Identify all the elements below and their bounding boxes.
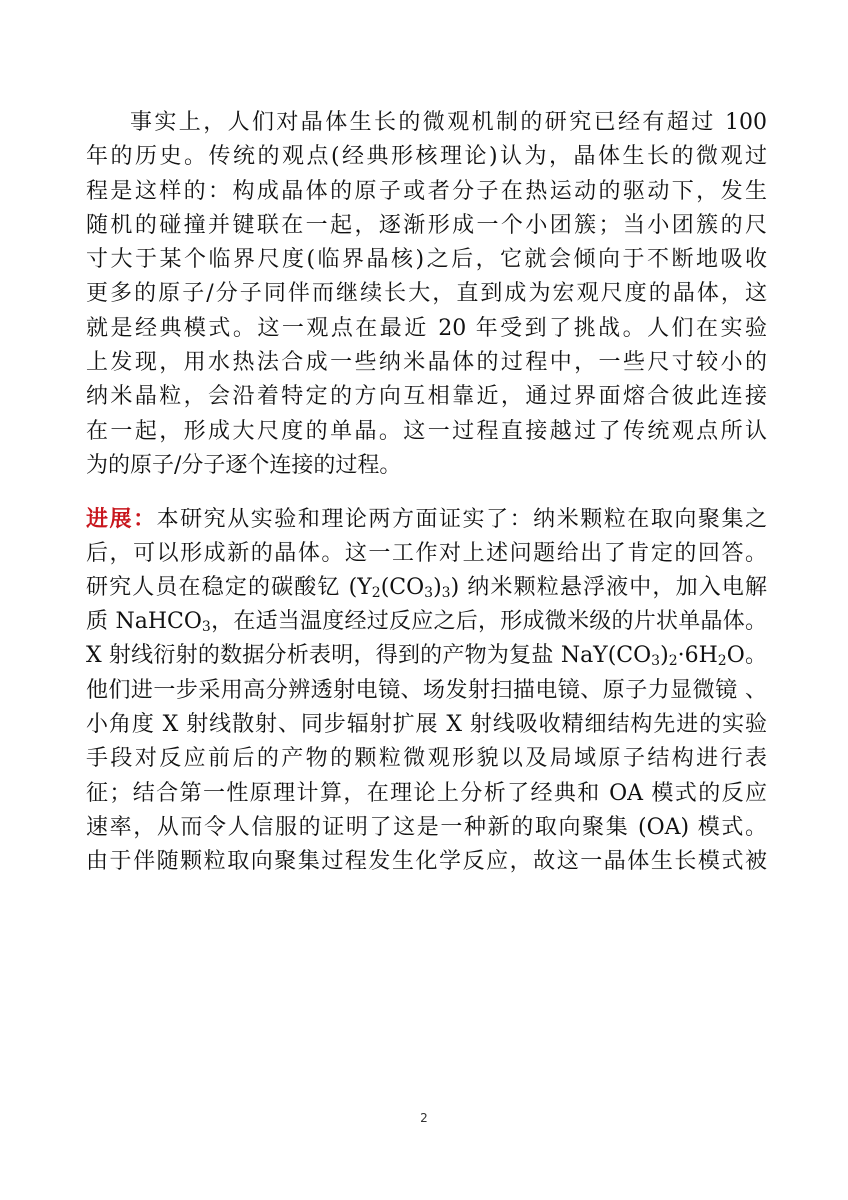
text-span: 研究人员在稳定的碳酸钇 (Y [86, 574, 372, 600]
text-line: 小角度 X 射线散射、同步辐射扩展 X 射线吸收精细结构先进的实验 [86, 712, 767, 738]
text-line: 寸大于某个临界尺度(临界晶核)之后，它就会倾向于不断地吸收 [86, 247, 767, 273]
text-span: O。 [726, 643, 767, 669]
text-line: 就是经典模式。这一观点在最近 20 年受到了挑战。人们在实验 [86, 315, 767, 341]
text-line: 程是这样的：构成晶体的原子或者分子在热运动的驱动下，发生 [86, 178, 767, 204]
text-line: 年的历史。传统的观点(经典形核理论)认为，晶体生长的微观过 [86, 144, 767, 170]
text-span: ) 纳米颗粒悬浮液中，加入电解 [450, 574, 767, 600]
text-line: 上发现，用水热法合成一些纳米晶体的过程中，一些尺寸较小的 [86, 350, 767, 376]
text-line: 纳米晶粒，会沿着特定的方向互相靠近，通过界面熔合彼此连接 [86, 384, 767, 410]
page-number: 2 [420, 1111, 428, 1125]
text-line: 征；结合第一性原理计算，在理论上分析了经典和 OA 模式的反应 [86, 780, 767, 806]
subscript: 3 [651, 653, 661, 670]
text-span: 本研究从实验和理论两方面证实了：纳米颗粒在取向聚集之 [156, 507, 767, 533]
text-span: ·6H [677, 643, 718, 669]
text-line: 由于伴随颗粒取向聚集过程发生化学反应，故这一晶体生长模式被 [86, 849, 767, 875]
subscript: 2 [668, 653, 678, 670]
text-span: ) [433, 574, 442, 600]
text-span: ) [660, 643, 669, 669]
text-span: X 射线衍射的数据分析表明，得到的产物为复盐 NaY(CO [86, 643, 652, 669]
text-line: 他们进一步采用高分辨透射电镜、场发射扫描电镜、原子力显微镜 、 [86, 677, 767, 703]
text-line [86, 502, 767, 536]
text-line: 速率，从而令人信服的证明了这是一种新的取向聚集 (OA) 模式。 [86, 814, 767, 840]
text-line [86, 639, 767, 673]
text-line [86, 605, 767, 639]
paragraph-progress [86, 502, 767, 879]
text-line: 更多的原子/分子同伴而继续长大，直到成为宏观尺度的晶体，这 [86, 281, 767, 307]
text-line [86, 571, 767, 605]
text-span: (CO [380, 574, 425, 600]
subscript: 3 [424, 584, 434, 601]
text-line: 在一起，形成大尺度的单晶。这一过程直接越过了传统观点所认 [86, 418, 767, 444]
paragraph-background [86, 106, 767, 483]
text-span: ，在适当温度经过反应之后，形成微米级的片状单晶体。 [210, 609, 767, 635]
subscript: 3 [201, 619, 211, 636]
document-body [86, 106, 767, 880]
text-line: 随机的碰撞并键联在一起，逐渐形成一个小团簇；当小团簇的尺 [86, 212, 767, 238]
text-line: 手段对反应前后的产物的颗粒微观形貌以及局域原子结构进行表 [86, 746, 767, 772]
text-line: 事实上，人们对晶体生长的微观机制的研究已经有超过 100 [130, 110, 767, 135]
text-line: 后，可以形成新的晶体。这一工作对上述问题给出了肯定的回答。 [86, 540, 767, 566]
subscript: 3 [441, 584, 451, 601]
progress-label: 进展： [86, 506, 157, 533]
text-line: 为的原子/分子逐个连接的过程。 [86, 452, 402, 478]
text-span: 质 NaHCO [86, 609, 202, 635]
subscript: 2 [371, 584, 381, 601]
subscript: 2 [717, 653, 727, 670]
